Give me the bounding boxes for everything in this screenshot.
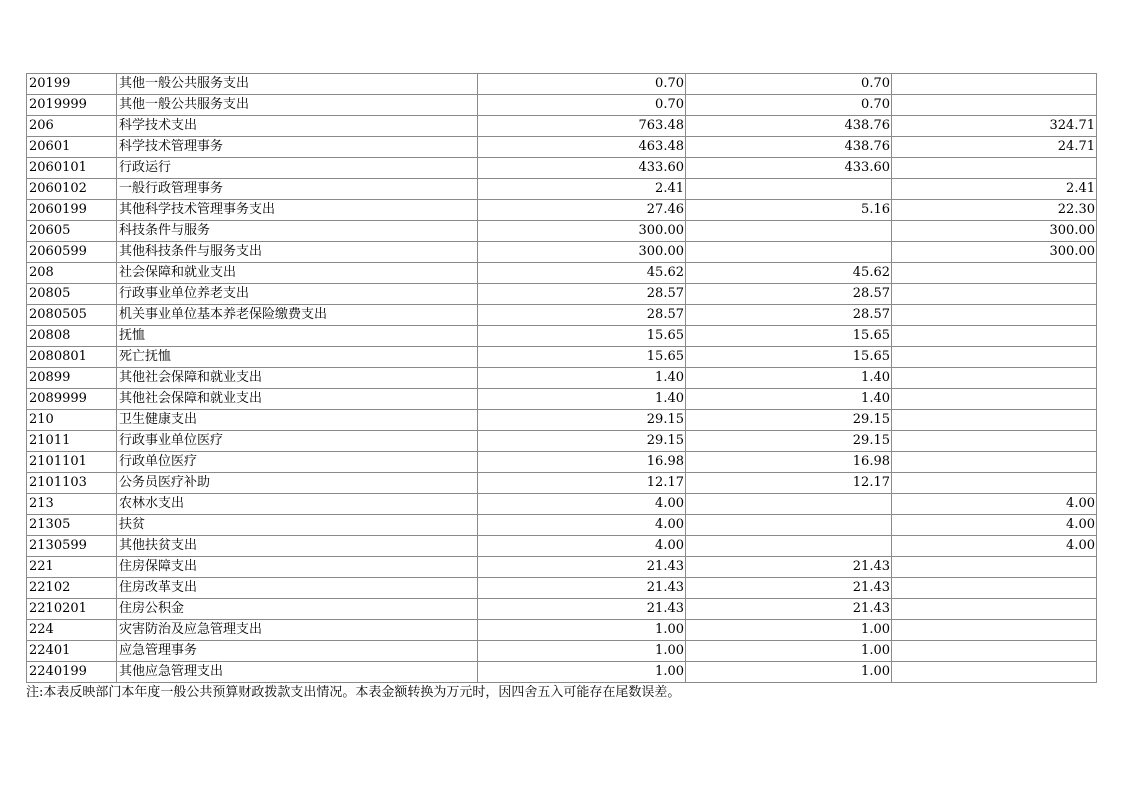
project-expenditure-cell: [892, 326, 1097, 347]
table-row: [27, 494, 1097, 515]
subject-code-cell: 2080801: [27, 347, 117, 368]
table-row: [27, 116, 1097, 137]
table-row: [27, 95, 1097, 116]
subject-code-cell: 2240199: [27, 662, 117, 683]
project-expenditure-cell: [892, 599, 1097, 620]
subject-code-cell: 2060199: [27, 200, 117, 221]
basic-expenditure-cell: 28.57: [686, 305, 892, 326]
subject-code-cell: 2019999: [27, 95, 117, 116]
subject-name-cell: 其他扶贫支出: [117, 536, 478, 557]
basic-expenditure-cell: 1.00: [686, 662, 892, 683]
table-row: [27, 389, 1097, 410]
subject-code-cell: 20601: [27, 137, 117, 158]
table-row: [27, 431, 1097, 452]
total-amount-cell: 29.15: [478, 431, 686, 452]
subject-code-cell: 21305: [27, 515, 117, 536]
table-row: [27, 263, 1097, 284]
basic-expenditure-cell: 29.15: [686, 431, 892, 452]
project-expenditure-cell: [892, 578, 1097, 599]
total-amount-cell: 28.57: [478, 305, 686, 326]
basic-expenditure-cell: 1.00: [686, 620, 892, 641]
total-amount-cell: 1.40: [478, 389, 686, 410]
basic-expenditure-cell: 438.76: [686, 116, 892, 137]
subject-name-cell: 灾害防治及应急管理支出: [117, 620, 478, 641]
subject-code-cell: 2101103: [27, 473, 117, 494]
table-row: [27, 515, 1097, 536]
subject-code-cell: 2080505: [27, 305, 117, 326]
project-expenditure-cell: [892, 473, 1097, 494]
project-expenditure-cell: [892, 158, 1097, 179]
project-expenditure-cell: [892, 389, 1097, 410]
table-row: [27, 473, 1097, 494]
total-amount-cell: 27.46: [478, 200, 686, 221]
project-expenditure-cell: [892, 368, 1097, 389]
basic-expenditure-cell: 28.57: [686, 284, 892, 305]
subject-code-cell: 2089999: [27, 389, 117, 410]
table-row: [27, 347, 1097, 368]
table-row: [27, 242, 1097, 263]
subject-code-cell: 20808: [27, 326, 117, 347]
total-amount-cell: 28.57: [478, 284, 686, 305]
project-expenditure-cell: [892, 620, 1097, 641]
total-amount-cell: 1.00: [478, 641, 686, 662]
basic-expenditure-cell: [686, 221, 892, 242]
table-row: [27, 221, 1097, 242]
budget-expenditure-table: [26, 73, 1097, 683]
project-expenditure-cell: 4.00: [892, 515, 1097, 536]
total-amount-cell: 433.60: [478, 158, 686, 179]
total-amount-cell: 15.65: [478, 326, 686, 347]
subject-code-cell: 2210201: [27, 599, 117, 620]
subject-code-cell: 22401: [27, 641, 117, 662]
subject-code-cell: 2060101: [27, 158, 117, 179]
subject-name-cell: 其他社会保障和就业支出: [117, 368, 478, 389]
basic-expenditure-cell: [686, 242, 892, 263]
basic-expenditure-cell: [686, 536, 892, 557]
subject-code-cell: 206: [27, 116, 117, 137]
project-expenditure-cell: [892, 347, 1097, 368]
subject-name-cell: 公务员医疗补助: [117, 473, 478, 494]
subject-name-cell: 扶贫: [117, 515, 478, 536]
basic-expenditure-cell: 1.40: [686, 368, 892, 389]
total-amount-cell: 16.98: [478, 452, 686, 473]
basic-expenditure-cell: 29.15: [686, 410, 892, 431]
subject-name-cell: 抚恤: [117, 326, 478, 347]
table-row: [27, 74, 1097, 95]
table-row: [27, 557, 1097, 578]
basic-expenditure-cell: 1.00: [686, 641, 892, 662]
subject-code-cell: 208: [27, 263, 117, 284]
basic-expenditure-cell: 0.70: [686, 74, 892, 95]
table-row: [27, 620, 1097, 641]
total-amount-cell: 1.40: [478, 368, 686, 389]
total-amount-cell: 15.65: [478, 347, 686, 368]
total-amount-cell: 0.70: [478, 74, 686, 95]
project-expenditure-cell: 300.00: [892, 242, 1097, 263]
subject-code-cell: 20605: [27, 221, 117, 242]
table-body: [27, 74, 1097, 683]
subject-name-cell: 其他应急管理支出: [117, 662, 478, 683]
project-expenditure-cell: [892, 662, 1097, 683]
total-amount-cell: 763.48: [478, 116, 686, 137]
table-row: [27, 137, 1097, 158]
table-footnote: 注:本表反映部门本年度一般公共预算财政拨款支出情况。本表金额转换为万元时，因四舍五入可能存在尾数误差。: [26, 685, 681, 700]
basic-expenditure-cell: 21.43: [686, 599, 892, 620]
subject-name-cell: 卫生健康支出: [117, 410, 478, 431]
subject-name-cell: 死亡抚恤: [117, 347, 478, 368]
table-row: [27, 368, 1097, 389]
subject-name-cell: 其他社会保障和就业支出: [117, 389, 478, 410]
total-amount-cell: 21.43: [478, 578, 686, 599]
subject-name-cell: 住房保障支出: [117, 557, 478, 578]
project-expenditure-cell: 22.30: [892, 200, 1097, 221]
total-amount-cell: 12.17: [478, 473, 686, 494]
project-expenditure-cell: 4.00: [892, 494, 1097, 515]
subject-name-cell: 农林水支出: [117, 494, 478, 515]
subject-name-cell: 住房公积金: [117, 599, 478, 620]
basic-expenditure-cell: 21.43: [686, 578, 892, 599]
basic-expenditure-cell: [686, 515, 892, 536]
table-row: [27, 158, 1097, 179]
table-row: [27, 305, 1097, 326]
basic-expenditure-cell: 5.16: [686, 200, 892, 221]
total-amount-cell: 300.00: [478, 221, 686, 242]
subject-name-cell: 行政单位医疗: [117, 452, 478, 473]
table-row: [27, 200, 1097, 221]
total-amount-cell: 4.00: [478, 494, 686, 515]
project-expenditure-cell: [892, 410, 1097, 431]
project-expenditure-cell: 4.00: [892, 536, 1097, 557]
project-expenditure-cell: [892, 641, 1097, 662]
subject-code-cell: 2130599: [27, 536, 117, 557]
table-row: [27, 326, 1097, 347]
subject-name-cell: 住房改革支出: [117, 578, 478, 599]
subject-name-cell: 行政事业单位养老支出: [117, 284, 478, 305]
project-expenditure-cell: 24.71: [892, 137, 1097, 158]
total-amount-cell: 300.00: [478, 242, 686, 263]
project-expenditure-cell: [892, 284, 1097, 305]
subject-code-cell: 221: [27, 557, 117, 578]
total-amount-cell: 1.00: [478, 662, 686, 683]
subject-code-cell: 2060102: [27, 179, 117, 200]
table-row: [27, 536, 1097, 557]
subject-name-cell: 行政事业单位医疗: [117, 431, 478, 452]
subject-code-cell: 210: [27, 410, 117, 431]
subject-code-cell: 20899: [27, 368, 117, 389]
subject-name-cell: 其他科学技术管理事务支出: [117, 200, 478, 221]
subject-name-cell: 应急管理事务: [117, 641, 478, 662]
subject-code-cell: 2060599: [27, 242, 117, 263]
basic-expenditure-cell: [686, 494, 892, 515]
table-row: [27, 599, 1097, 620]
basic-expenditure-cell: 15.65: [686, 326, 892, 347]
project-expenditure-cell: [892, 74, 1097, 95]
subject-code-cell: 224: [27, 620, 117, 641]
total-amount-cell: 463.48: [478, 137, 686, 158]
table-row: [27, 284, 1097, 305]
total-amount-cell: 45.62: [478, 263, 686, 284]
table-row: [27, 578, 1097, 599]
table-row: [27, 452, 1097, 473]
total-amount-cell: 4.00: [478, 515, 686, 536]
subject-code-cell: 20199: [27, 74, 117, 95]
project-expenditure-cell: 2.41: [892, 179, 1097, 200]
total-amount-cell: 4.00: [478, 536, 686, 557]
table-row: [27, 662, 1097, 683]
total-amount-cell: 2.41: [478, 179, 686, 200]
basic-expenditure-cell: 15.65: [686, 347, 892, 368]
table-row: [27, 179, 1097, 200]
total-amount-cell: 21.43: [478, 599, 686, 620]
basic-expenditure-cell: 21.43: [686, 557, 892, 578]
subject-name-cell: 其他科技条件与服务支出: [117, 242, 478, 263]
subject-name-cell: 社会保障和就业支出: [117, 263, 478, 284]
table-row: [27, 641, 1097, 662]
project-expenditure-cell: [892, 263, 1097, 284]
subject-name-cell: 科技条件与服务: [117, 221, 478, 242]
basic-expenditure-cell: 12.17: [686, 473, 892, 494]
total-amount-cell: 29.15: [478, 410, 686, 431]
basic-expenditure-cell: 45.62: [686, 263, 892, 284]
subject-name-cell: 其他一般公共服务支出: [117, 95, 478, 116]
basic-expenditure-cell: 1.40: [686, 389, 892, 410]
total-amount-cell: 21.43: [478, 557, 686, 578]
subject-name-cell: 科学技术支出: [117, 116, 478, 137]
subject-code-cell: 213: [27, 494, 117, 515]
project-expenditure-cell: 324.71: [892, 116, 1097, 137]
subject-name-cell: 其他一般公共服务支出: [117, 74, 478, 95]
project-expenditure-cell: [892, 557, 1097, 578]
subject-name-cell: 机关事业单位基本养老保险缴费支出: [117, 305, 478, 326]
project-expenditure-cell: 300.00: [892, 221, 1097, 242]
subject-name-cell: 科学技术管理事务: [117, 137, 478, 158]
subject-code-cell: 20805: [27, 284, 117, 305]
subject-code-cell: 2101101: [27, 452, 117, 473]
project-expenditure-cell: [892, 452, 1097, 473]
basic-expenditure-cell: 0.70: [686, 95, 892, 116]
project-expenditure-cell: [892, 95, 1097, 116]
basic-expenditure-cell: 438.76: [686, 137, 892, 158]
subject-code-cell: 21011: [27, 431, 117, 452]
subject-code-cell: 22102: [27, 578, 117, 599]
subject-name-cell: 行政运行: [117, 158, 478, 179]
subject-name-cell: 一般行政管理事务: [117, 179, 478, 200]
total-amount-cell: 0.70: [478, 95, 686, 116]
project-expenditure-cell: [892, 305, 1097, 326]
basic-expenditure-cell: [686, 179, 892, 200]
basic-expenditure-cell: 16.98: [686, 452, 892, 473]
basic-expenditure-cell: 433.60: [686, 158, 892, 179]
total-amount-cell: 1.00: [478, 620, 686, 641]
project-expenditure-cell: [892, 431, 1097, 452]
table-row: [27, 410, 1097, 431]
